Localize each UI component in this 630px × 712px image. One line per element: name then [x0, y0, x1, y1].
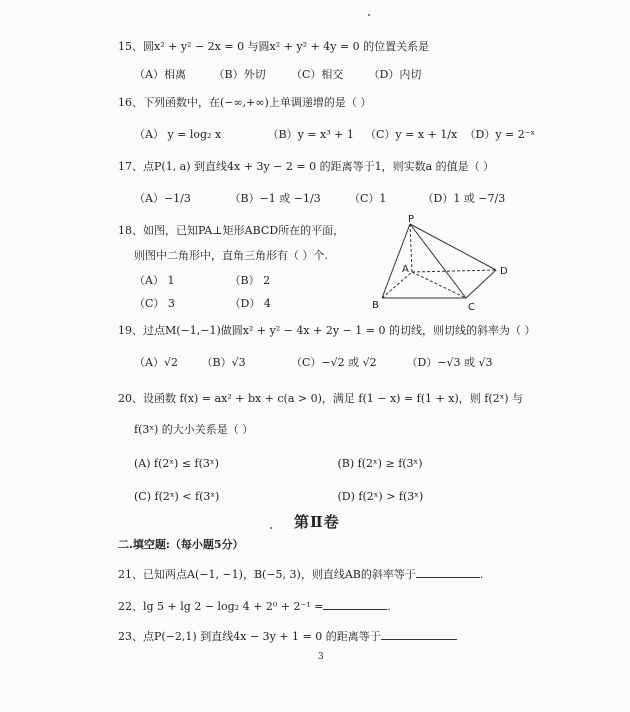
question-17-stem: 17、点P(1, a) 到直线4x + 3y − 2 = 0 的距离等于1，则实数a 的值是（ ）	[118, 160, 495, 173]
page-number: 3	[318, 652, 324, 662]
option-b: (B) f(2ˣ) ≥ f(3ˣ)	[337, 457, 423, 470]
option-d: （D） 4	[229, 297, 271, 310]
pyramid-figure	[366, 214, 526, 314]
option-b: （B）√3	[201, 356, 246, 369]
option-d: （D）y = 2⁻ˣ	[464, 128, 536, 141]
answer-blank[interactable]	[416, 566, 480, 578]
option-a: （A）√2	[134, 356, 178, 369]
question-18-stem-line2: 则图中二角形中，直角三角形有（ ）个.	[134, 249, 328, 262]
question-16-options	[134, 128, 535, 142]
option-d: （D）1 或 −7/3	[422, 192, 506, 205]
option-b: （B）外切	[213, 68, 266, 81]
question-22-tail: .	[387, 600, 391, 613]
option-a: （A）−1/3	[134, 192, 191, 205]
question-18-options-row2	[134, 297, 271, 311]
option-c: （C）相交	[291, 68, 344, 81]
question-20-stem: 20、设函数 f(x) = ax² + bx + c(a > 0)，满足 f(1 − x) = f(1 + x)，则 f(2ˣ) 与	[118, 392, 524, 405]
option-d: （D）内切	[368, 68, 422, 81]
option-c: （C） 3	[134, 297, 175, 310]
scan-speck	[270, 527, 272, 529]
option-c: （C）y = x + 1/x	[365, 128, 458, 141]
question-16-stem: 16、下列函数中，在(−∞,+∞)上单调递增的是（ ）	[118, 96, 372, 109]
label-d: D	[500, 266, 508, 277]
label-p: P	[408, 214, 415, 225]
option-c: （C）−√2 或 √2	[291, 356, 377, 369]
question-20-options-row1	[134, 457, 423, 471]
option-a: （A）相离	[134, 68, 186, 81]
question-21-tail: .	[479, 568, 484, 581]
label-c: C	[468, 302, 475, 313]
question-19-stem: 19、过点M(−1,−1)做圆x² + y² − 4x + 2y − 1 = 0 的切线，则切线的斜率为（ ）	[118, 324, 536, 337]
question-15-stem: 15、圆x² + y² − 2x = 0 与圆x² + y² + 4y = 0 的位置关系是	[118, 40, 430, 53]
option-a: (A) f(2ˣ) ≤ f(3ˣ)	[134, 457, 219, 470]
question-15-options	[134, 68, 421, 82]
label-a: A	[402, 264, 409, 275]
question-19-options	[134, 356, 493, 370]
answer-blank[interactable]	[381, 628, 457, 640]
option-a: （A） 1	[134, 274, 175, 287]
answer-blank[interactable]	[323, 598, 387, 610]
label-b: B	[372, 300, 379, 311]
question-21-stem: 21、已知两点A(−1, −1)，B(−5, 3)，则直线AB的斜率等于	[118, 568, 416, 581]
question-23	[118, 628, 457, 644]
question-23-stem: 23、点P(−2,1) 到直线4x − 3y + 1 = 0 的距离等于	[118, 630, 381, 643]
option-b: （B） 2	[229, 274, 271, 287]
option-b: （B）y = x³ + 1	[267, 128, 354, 141]
option-b: （B）−1 或 −1/3	[229, 192, 321, 205]
question-21	[118, 566, 483, 582]
section-heading: 二.填空题:（每小题5分）	[118, 538, 244, 551]
option-a: （A） y = log₂ x	[134, 128, 222, 141]
question-18-stem: 18、如图，已知PA⊥矩形ABCD所在的平面，	[118, 224, 345, 237]
option-d: （D）−√3 或 √3	[406, 356, 493, 369]
question-22-stem: 22、lg 5 + lg 2 − log₂ 4 + 2⁰ + 2⁻¹ =	[118, 600, 324, 613]
question-20-options-row2	[134, 490, 423, 504]
option-d: (D) f(2ˣ) > f(3ˣ)	[337, 490, 424, 503]
section-title: 第Ⅱ卷	[294, 513, 340, 531]
scan-speck	[368, 14, 370, 16]
option-c: （C）1	[349, 192, 387, 205]
question-22	[118, 598, 391, 614]
option-c: (C) f(2ˣ) < f(3ˣ)	[134, 490, 220, 503]
question-17-options	[134, 192, 505, 206]
question-18-options-row1	[134, 274, 270, 288]
question-20-stem-line2: f(3ˣ) 的大小关系是（ ）	[134, 423, 254, 436]
